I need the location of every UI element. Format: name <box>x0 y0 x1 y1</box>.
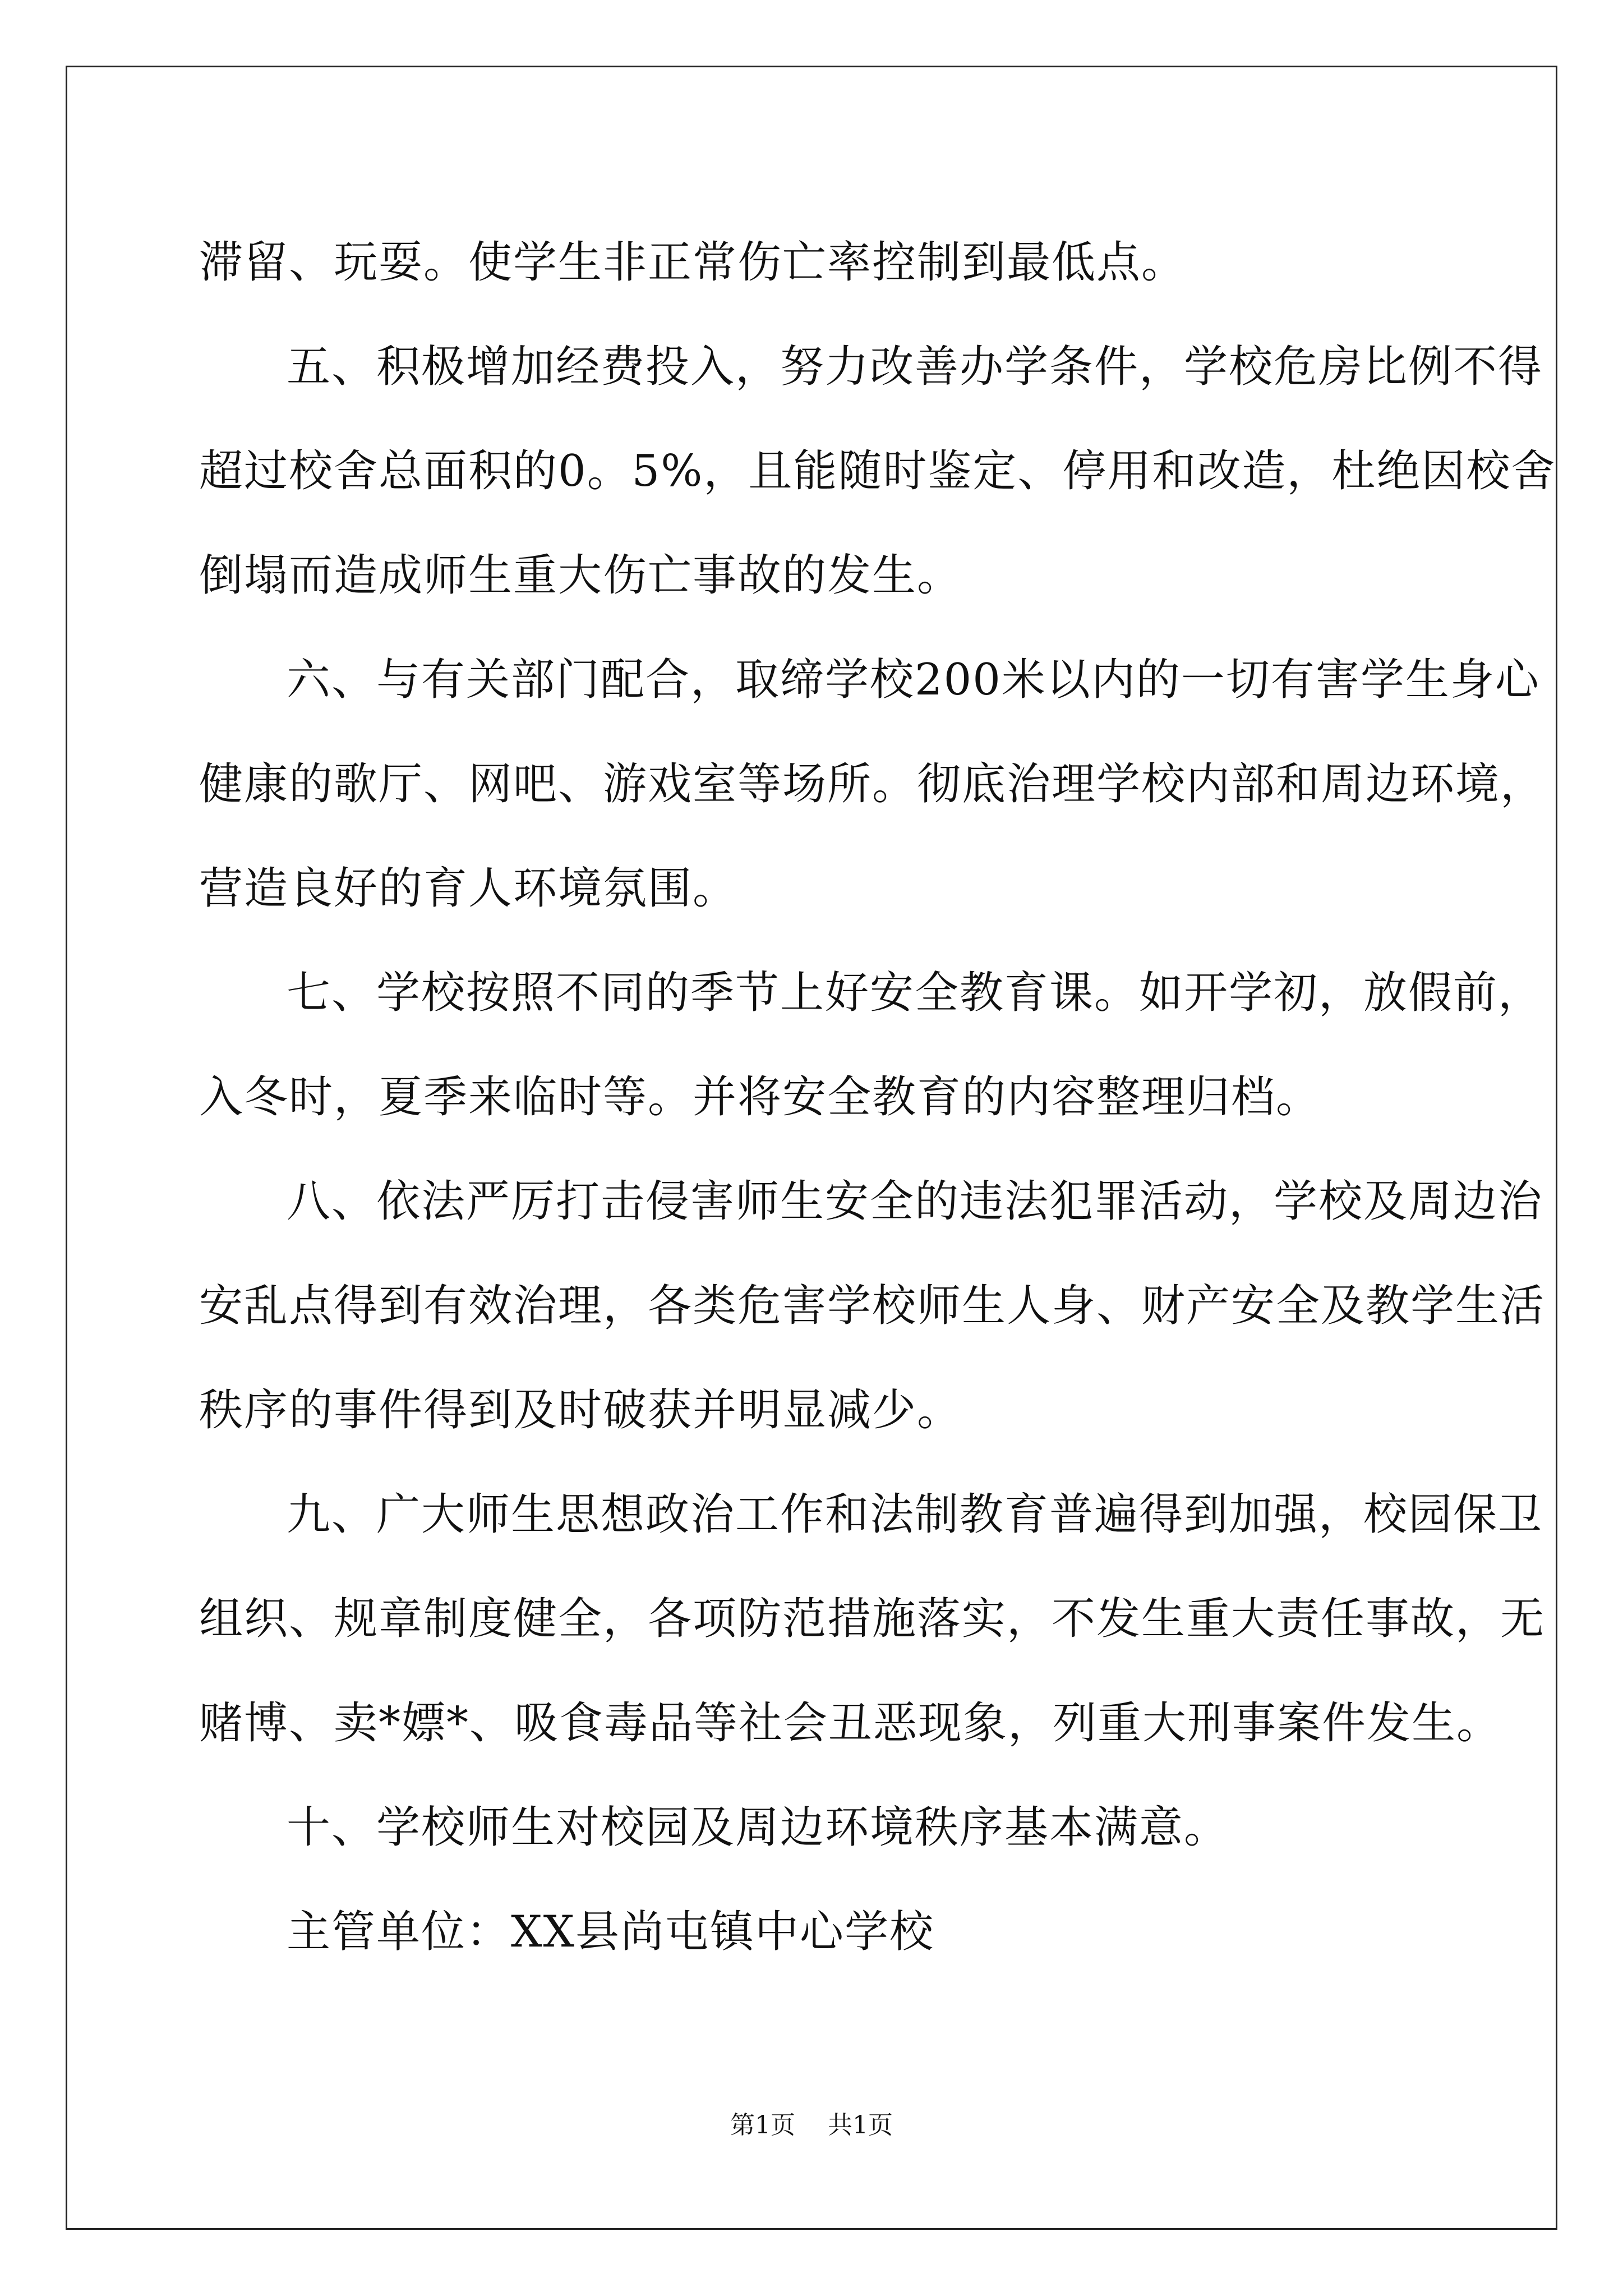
text-line-1: 滞留、玩耍。使学生非正常伤亡率控制到最低点。 <box>199 237 1187 288</box>
text-line-10: 八、依法严厉打击侵害师生安全的违法犯罪活动，学校及周边治 <box>287 1176 1543 1227</box>
text-line-3: 超过校舍总面积的0。5%，且能随时鉴定、停用和改造，杜绝因校舍 <box>199 446 1556 496</box>
page-number-current: 第1页 <box>730 2111 795 2139</box>
document-body <box>199 210 1556 1984</box>
text-line-4: 倒塌而造成师生重大伤亡事故的发生。 <box>199 550 962 601</box>
text-line-17: 主管单位：XX县尚屯镇中心学校 <box>287 1907 935 1957</box>
text-line-13: 九、广大师生思想政治工作和法制教育普遍得到加强，校园保卫 <box>287 1489 1543 1540</box>
text-line-6: 健康的歌厅、网吧、游戏室等场所。彻底治理学校内部和周边环境， <box>199 759 1546 809</box>
text-line-8: 七、学校按照不同的季节上好安全教育课。如开学初，放假前， <box>287 968 1543 1018</box>
text-line-11: 安乱点得到有效治理，各类危害学校师生人身、财产安全及教学生活 <box>199 1281 1546 1331</box>
text-line-9: 入冬时，夏季来临时等。并将安全教育的内容整理归档。 <box>199 1072 1321 1122</box>
text-line-14: 组织、规章制度健全，各项防范措施落实，不发生重大责任事故，无 <box>199 1594 1546 1644</box>
page-footer <box>0 2105 1623 2141</box>
text-line-7: 营造良好的育人环境氛围。 <box>199 863 738 914</box>
page-number-total: 共1页 <box>828 2111 893 2139</box>
text-line-5: 六、与有关部门配合，取缔学校200米以内的一切有害学生身心 <box>287 655 1540 705</box>
text-line-16: 十、学校师生对校园及周边环境秩序基本满意。 <box>287 1802 1229 1853</box>
text-line-15: 赌博、卖*嫖*、吸食毒品等社会丑恶现象，列重大刑事案件发生。 <box>199 1698 1502 1749</box>
text-line-12: 秩序的事件得到及时破获并明显减少。 <box>199 1385 962 1435</box>
text-line-2: 五、积极增加经费投入，努力改善办学条件，学校危房比例不得 <box>287 342 1543 392</box>
